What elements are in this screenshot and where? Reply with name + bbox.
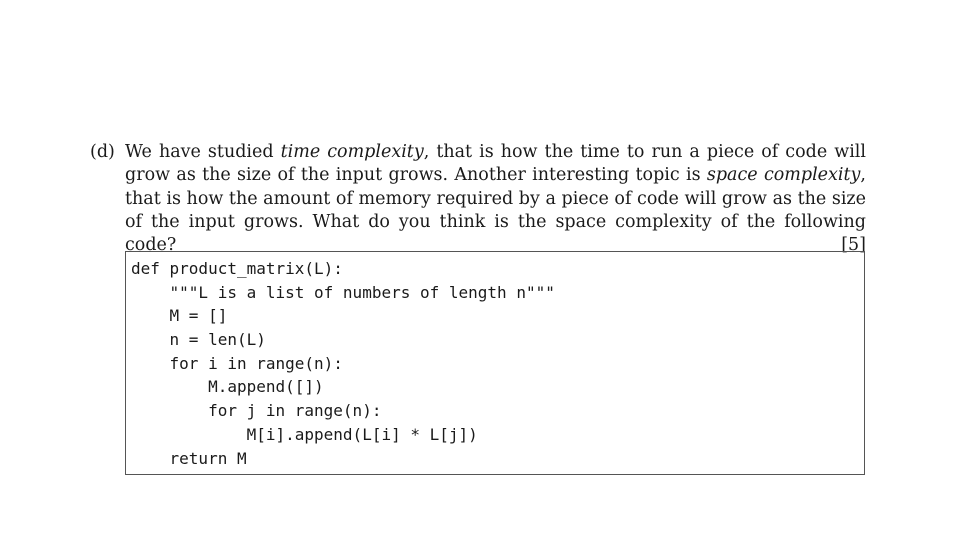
question-text-part-2: , that is how the time to run a piece of code will grow as the size of the input grows. Another interesting topic is [125,142,866,186]
code-line-1: def product_matrix(L): [131,259,343,278]
code-line-7: for j in range(n): [131,401,382,421]
code-block [125,251,865,475]
question-text-part-3: , that is how the amount of memory required by a piece of code will grow as the size of the input grows. What do you think is the space complexity of the following code? [125,165,866,256]
code-line-2: """L is a list of numbers of length n""" [131,282,555,302]
question-text [125,141,866,257]
code-line-4: n = len(L) [131,330,266,350]
question-d [90,141,867,257]
question-text-part-1: We have studied [125,142,281,162]
term-time-complexity: time complexity [280,142,424,162]
code-line-9: return M [131,448,247,468]
marks-badge: [5] [841,235,866,256]
term-space-complexity: space complexity [706,165,861,186]
code-line-8: M[i].append(L[i] * L[j]) [131,424,478,444]
code-line-5: for i in range(n): [131,353,343,373]
code-line-6: M.append([]) [131,377,324,397]
question-label: (d) [90,142,115,162]
code-line-3: M = [] [131,306,228,326]
